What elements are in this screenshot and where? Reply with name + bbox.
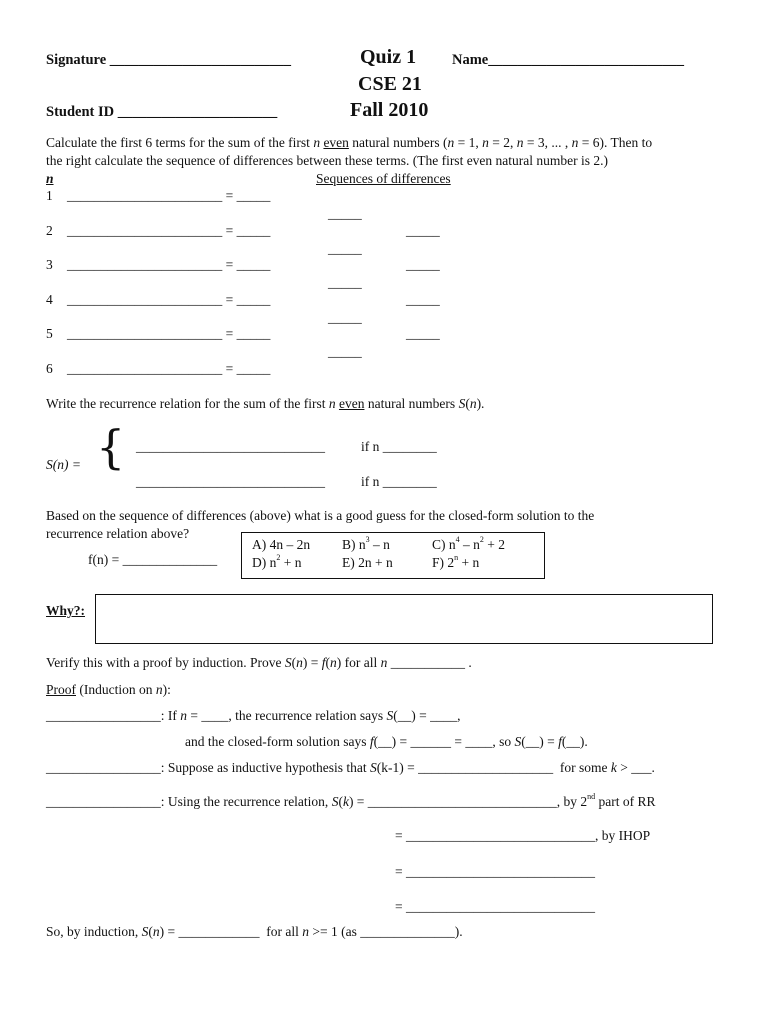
case-2-blank[interactable]: ____________________________ [136, 474, 325, 489]
inductive-step-line-2[interactable]: = ____________________________, by IHOP [395, 828, 651, 843]
inductive-step-line-4[interactable]: = ____________________________ [395, 899, 595, 914]
row-5-blank[interactable]: _______________________ = _____ [67, 326, 271, 341]
choice-d[interactable]: D) $n^2 + n$ [252, 553, 302, 570]
row-5-n: 5 [46, 326, 53, 341]
fn-answer-blank[interactable]: f(n) = ______________ [88, 552, 218, 567]
row-4-blank[interactable]: _______________________ = _____ [67, 292, 271, 307]
closed-form-prompt-1: Based on the sequence of differences (above) what is a good guess for the closed-form solution to the [46, 508, 595, 523]
base-case-line-1[interactable]: _________________: If n = ____, the recurrence relation says S(__) = ____, [46, 708, 461, 723]
instructions-line-2: the right calculate the sequence of differences between these terms. (The first even natural number is 2.) [46, 153, 609, 168]
conclusion-line[interactable]: So, by induction, S(n) = ____________ for all n >= 1 (as ______________). [46, 924, 463, 939]
inductive-step-line-3[interactable]: = ____________________________ [395, 864, 595, 879]
student-id-label: Student ID ______________________ [46, 104, 278, 120]
second-diff-1[interactable]: _____ [406, 223, 440, 238]
choice-c[interactable]: C) $n^4 - n^2 + 2$ [432, 535, 505, 552]
quiz-title: Quiz 1 [360, 46, 417, 68]
differences-header: Sequences of differences [316, 171, 451, 186]
signature-label: Signature _________________________ [46, 52, 292, 68]
first-diff-1[interactable]: _____ [328, 206, 362, 221]
row-3-blank[interactable]: _______________________ = _____ [67, 257, 271, 272]
term-title: Fall 2010 [350, 99, 429, 121]
second-diff-3[interactable]: _____ [406, 292, 440, 307]
choice-e[interactable]: E) 2n + n [342, 555, 393, 570]
recurrence-prompt: Write the recurrence relation for the sum of the first n even natural numbers S(n). [46, 396, 485, 411]
left-brace: { [96, 420, 126, 474]
course-title: CSE 21 [358, 73, 422, 95]
name-label: Name___________________________ [452, 52, 684, 68]
row-6-blank[interactable]: _______________________ = _____ [67, 361, 271, 376]
row-4-n: 4 [46, 292, 53, 307]
choice-f[interactable]: F) $2^n + n$ [432, 553, 480, 570]
inductive-hypothesis-line[interactable]: _________________: Suppose as inductive hypothesis that S(k-1) = ____________________ for some k > ___. [46, 760, 655, 775]
s-of-n-label: S(n) = [46, 457, 81, 472]
first-diff-4[interactable]: _____ [328, 310, 362, 325]
first-diff-3[interactable]: _____ [328, 275, 362, 290]
case-2-condition[interactable]: if n ________ [361, 474, 437, 489]
why-label: Why?: [46, 603, 86, 618]
base-case-line-2[interactable]: and the closed-form solution says f(__) = ______ = ____, so S(__) = f(__). [185, 734, 588, 749]
row-1-blank[interactable]: _______________________ = _____ [67, 188, 271, 203]
closed-form-prompt-2: recurrence relation above? [46, 526, 190, 541]
first-diff-2[interactable]: _____ [328, 241, 362, 256]
case-1-condition[interactable]: if n ________ [361, 439, 437, 454]
inductive-step-line-1[interactable]: _________________: Using the recurrence relation, S(k) = ____________________________, by 2nd part of RR [46, 792, 656, 809]
verify-line: Verify this with a proof by induction. Prove S(n) = f(n) for all n ___________ . [46, 655, 472, 670]
first-diff-5[interactable]: _____ [328, 344, 362, 359]
why-answer-box[interactable] [95, 594, 713, 644]
n-column-header: n [46, 171, 54, 186]
proof-heading: Proof (Induction on n): [46, 682, 171, 697]
choice-b[interactable]: B) $n^3$ – n [342, 535, 390, 552]
row-2-n: 2 [46, 223, 53, 238]
row-6-n: 6 [46, 361, 53, 376]
second-diff-2[interactable]: _____ [406, 257, 440, 272]
row-2-blank[interactable]: _______________________ = _____ [67, 223, 271, 238]
row-3-n: 3 [46, 257, 53, 272]
case-1-blank[interactable]: ____________________________ [136, 439, 325, 454]
row-1-n: 1 [46, 188, 53, 203]
instructions-line-1: Calculate the first 6 terms for the sum of the first n even natural numbers (n = 1, n = 2, n = 3, ... , n = 6). Then to [46, 135, 653, 150]
second-diff-4[interactable]: _____ [406, 326, 440, 341]
choice-a[interactable]: A) 4n – 2n [252, 537, 311, 552]
